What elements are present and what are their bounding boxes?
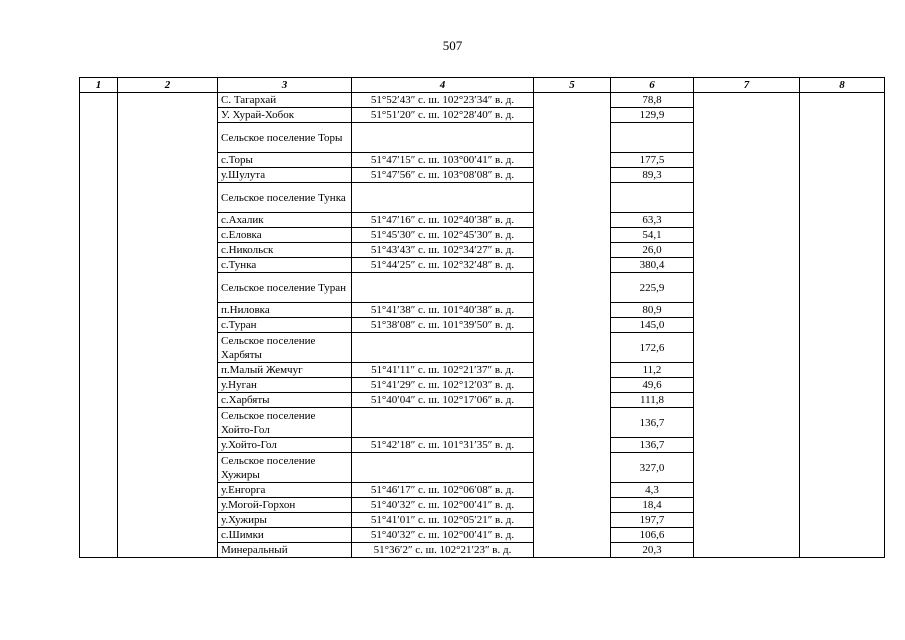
coordinates: 51°51′20″ с. ш. 102°28′40″ в. д. xyxy=(352,108,534,123)
column-header: 3 xyxy=(218,78,352,93)
settlement-name: Минеральный xyxy=(218,543,352,558)
column-header: 5 xyxy=(534,78,611,93)
settlement-name: у.Нуган xyxy=(218,378,352,393)
settlement-name: у.Енгорга xyxy=(218,483,352,498)
page-number: 507 xyxy=(442,38,463,53)
value-cell: 136,7 xyxy=(611,438,694,453)
settlement-name: с.Торы xyxy=(218,153,352,168)
coordinates xyxy=(352,183,534,213)
col-7-cell xyxy=(694,93,800,558)
col-8-cell xyxy=(800,93,885,558)
value-cell: 225,9 xyxy=(611,273,694,303)
value-cell xyxy=(611,183,694,213)
settlement-name: Сельское поселение Торы xyxy=(218,123,352,153)
settlement-name: у.Хойто-Гол xyxy=(218,438,352,453)
settlement-name: п.Ниловка xyxy=(218,303,352,318)
settlement-name: у.Хужиры xyxy=(218,513,352,528)
coordinates: 51°47′15″ с. ш. 103°00′41″ в. д. xyxy=(352,153,534,168)
settlement-name: Сельское поселение Хойто-Гол xyxy=(218,408,352,438)
value-cell: 49,6 xyxy=(611,378,694,393)
coordinates: 51°52′43″ с. ш. 102°23′34″ в. д. xyxy=(352,93,534,108)
table-row xyxy=(80,93,885,108)
value-cell: 172,6 xyxy=(611,333,694,363)
settlement-name: Сельское поселение Тунка xyxy=(218,183,352,213)
coordinates: 51°41′01″ с. ш. 102°05′21″ в. д. xyxy=(352,513,534,528)
coordinates: 51°40′32″ с. ш. 102°00′41″ в. д. xyxy=(352,528,534,543)
coordinates: 51°40′04″ с. ш. 102°17′06″ в. д. xyxy=(352,393,534,408)
settlement-name: с.Никольск xyxy=(218,243,352,258)
settlement-name: Сельское поселение Харбяты xyxy=(218,333,352,363)
value-cell: 111,8 xyxy=(611,393,694,408)
coordinates: 51°42′18″ с. ш. 101°31′35″ в. д. xyxy=(352,438,534,453)
value-cell: 177,5 xyxy=(611,153,694,168)
coordinates: 51°47′56″ с. ш. 103°08′08″ в. д. xyxy=(352,168,534,183)
settlement-name: с.Тунка xyxy=(218,258,352,273)
coordinates: 51°46′17″ с. ш. 102°06′08″ в. д. xyxy=(352,483,534,498)
coordinates xyxy=(352,123,534,153)
coordinates: 51°38′08″ с. ш. 101°39′50″ в. д. xyxy=(352,318,534,333)
col-2-cell xyxy=(118,93,218,558)
settlement-name: п.Малый Жемчуг xyxy=(218,363,352,378)
value-cell: 4,3 xyxy=(611,483,694,498)
coordinates: 51°45′30″ с. ш. 102°45′30″ в. д. xyxy=(352,228,534,243)
coordinates: 51°40′32″ с. ш. 102°00′41″ в. д. xyxy=(352,498,534,513)
column-header: 8 xyxy=(800,78,885,93)
settlement-name: с.Шимки xyxy=(218,528,352,543)
coordinates: 51°41′29″ с. ш. 102°12′03″ в. д. xyxy=(352,378,534,393)
coordinates xyxy=(352,453,534,483)
coordinates: 51°36′2″ с. ш. 102°21′23″ в. д. xyxy=(352,543,534,558)
settlement-name: Сельское поселение Туран xyxy=(218,273,352,303)
column-header: 7 xyxy=(694,78,800,93)
col-1-cell xyxy=(80,93,118,558)
value-cell: 197,7 xyxy=(611,513,694,528)
coordinates: 51°41′11″ с. ш. 102°21′37″ в. д. xyxy=(352,363,534,378)
coordinates: 51°43′43″ с. ш. 102°34′27″ в. д. xyxy=(352,243,534,258)
value-cell: 80,9 xyxy=(611,303,694,318)
value-cell: 63,3 xyxy=(611,213,694,228)
settlement-name: с.Туран xyxy=(218,318,352,333)
value-cell: 106,6 xyxy=(611,528,694,543)
value-cell: 78,8 xyxy=(611,93,694,108)
coordinates xyxy=(352,408,534,438)
value-cell: 18,4 xyxy=(611,498,694,513)
value-cell: 89,3 xyxy=(611,168,694,183)
coordinates: 51°41′38″ с. ш. 101°40′38″ в. д. xyxy=(352,303,534,318)
value-cell: 26,0 xyxy=(611,243,694,258)
document-table xyxy=(79,77,885,558)
value-cell: 380,4 xyxy=(611,258,694,273)
coordinates xyxy=(352,333,534,363)
value-cell xyxy=(611,123,694,153)
settlement-name: с.Ахалик xyxy=(218,213,352,228)
settlement-name: С. Тагархай xyxy=(218,93,352,108)
value-cell: 145,0 xyxy=(611,318,694,333)
value-cell: 129,9 xyxy=(611,108,694,123)
value-cell: 54,1 xyxy=(611,228,694,243)
coordinates: 51°44′25″ с. ш. 102°32′48″ в. д. xyxy=(352,258,534,273)
column-header: 6 xyxy=(611,78,694,93)
value-cell: 136,7 xyxy=(611,408,694,438)
settlement-name: у.Шулута xyxy=(218,168,352,183)
settlement-name: у.Могой-Горхон xyxy=(218,498,352,513)
value-cell: 20,3 xyxy=(611,543,694,558)
column-header: 4 xyxy=(352,78,534,93)
column-header: 1 xyxy=(80,78,118,93)
settlement-name: Сельское поселение Хужиры xyxy=(218,453,352,483)
col-5-cell xyxy=(534,93,611,558)
value-cell: 11,2 xyxy=(611,363,694,378)
column-header: 2 xyxy=(118,78,218,93)
settlement-name: с.Еловка xyxy=(218,228,352,243)
coordinates xyxy=(352,273,534,303)
coordinates: 51°47′16″ с. ш. 102°40′38″ в. д. xyxy=(352,213,534,228)
settlement-name: с.Харбяты xyxy=(218,393,352,408)
value-cell: 327,0 xyxy=(611,453,694,483)
settlement-name: У. Хурай-Хобок xyxy=(218,108,352,123)
table-header-row xyxy=(80,78,885,93)
